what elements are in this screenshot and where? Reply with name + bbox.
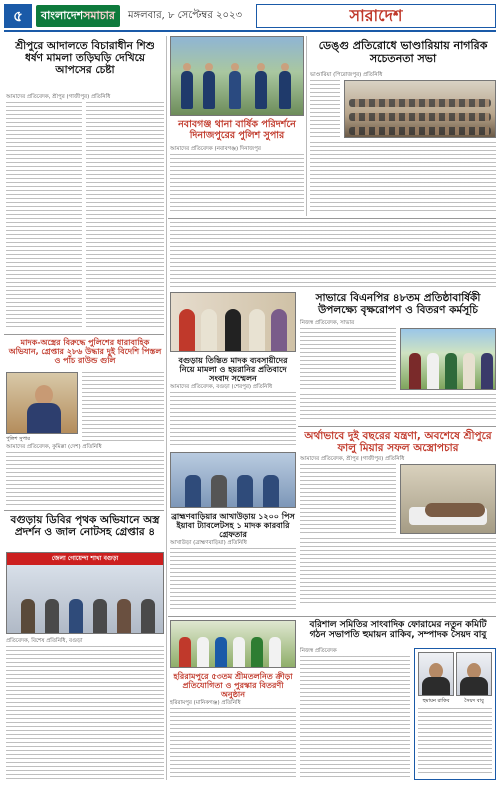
divider — [298, 426, 496, 427]
avatar — [418, 652, 454, 696]
article-body — [418, 708, 492, 776]
byline-women-meeting: আমাদের প্রতিবেদক, বগুড়া (শেরপুর) প্রতিনিধি — [170, 384, 273, 390]
article-body — [300, 328, 396, 390]
headline-yaba: ব্রাহ্মণবাড়িয়ার আখাউড়ায় ১২০০ পিস ইয়াবা ট্যাবলেটসহ ১ মাদক কারবারি গ্রেফতার — [171, 512, 295, 540]
column-rule — [166, 36, 167, 780]
tree-planting-photo — [400, 328, 496, 390]
issue-date: মঙ্গলবার, ৮ সেপ্টেম্বর ২০২৩ — [128, 10, 243, 21]
article-body — [310, 80, 340, 138]
photo-caption: পুলিশ সুপার — [6, 436, 30, 442]
byline-yaba: আখাউড়া (ব্রাহ্মণবাড়িয়া) প্রতিনিধি — [170, 540, 247, 546]
article-body — [300, 394, 496, 422]
headline-women-meeting: বগুড়ায় তিন্তিত মাদক ব্যবসায়ীদের নিয়ে মামলা ও হয়রানির প্রতিবাদে সংবাদ সম্মেলন — [178, 356, 288, 384]
headline-drug-raid: মাদক-অস্ত্রের বিরুদ্ধে পুলিশের ধারাবাহিক অভিযান, গ্রেপ্তার ২৮৬ উদ্ধার দুই বিদেশি পিস্তল ও পাঁচ রাউন্ড গুলি — [8, 338, 162, 366]
patient-photo — [400, 464, 496, 534]
newspaper-logo — [36, 5, 120, 27]
article-body — [82, 372, 164, 442]
article-body — [300, 538, 496, 606]
headline-bnp: সাভারে বিএনপির ৪৮তম প্রতিষ্ঠাবার্ষিকী উপলক্ষ্যে বৃক্ষরোপণ ও বিতরণ কর্মসূচি — [315, 292, 481, 317]
headline-sports: হরিরামপুরে ৫৩তম শ্রীমতলনিত ক্রীড়া প্রতিযোগিতা ও পুরস্কার বিতরণী অনুষ্ঠান — [173, 672, 293, 700]
byline-child-rape: আমাদের প্রতিবেদক, শ্রীপুর (গাজীপুর) প্রতিনিধি — [6, 94, 111, 100]
logo-part1: বাংলাদেশ — [41, 9, 84, 22]
byline-police-super: আমাদের প্রতিবেদক (নবাবগঞ্জ) দিনাজপুর — [170, 146, 261, 152]
byline-bogura-db: প্রতিবেদক, বিশেষ প্রতিনিধি, বগুড়া — [6, 638, 83, 644]
masthead — [4, 4, 496, 32]
dengue-meeting-photo — [344, 80, 496, 138]
headline-child-rape: শ্রীপুরে আদালতে বিচারাধীন শিশু ধর্ষণ মামলা তড়িঘড়ি দেখিয়ে আপসের চেষ্টা — [15, 40, 155, 77]
sports-photo — [170, 620, 296, 668]
article-body — [300, 464, 396, 534]
article-body — [170, 392, 296, 448]
article-body — [6, 102, 82, 328]
avatar — [456, 652, 492, 696]
person-name: সৈয়দ বাবু — [464, 698, 484, 704]
article-body — [310, 142, 496, 214]
byline-sports: হরিরামপুর (মানিকগঞ্জ) প্রতিনিধি — [170, 700, 241, 706]
headline-police-super: নবাবগঞ্জ থানা বার্ষিক পরিদর্শনে দিনাজপুরের পুলিশ সুপার — [178, 119, 296, 141]
headline-bogura-db: বগুড়ায় ডিবির পৃথক অভিযানে অস্ত্র প্রদর্শন ও জাল নোটসহ গ্রেপ্তার ৪ — [10, 514, 160, 539]
byline-dengue: ভাণ্ডারিয়া (পিরোজপুর) প্রতিনিধি — [310, 72, 383, 78]
headline-debt: অর্থাভাবে দুই বছরের যন্ত্রণা, অবশেষে শ্রীপুরে ফালু মিয়ার সফল অস্ত্রোপচার — [304, 430, 492, 455]
article-body — [6, 646, 164, 780]
headline-barishal: বরিশাল সমিতির সাংবাদিক ফোরামের নতুন কমিটি গঠন সভাপতি হুমায়ন রাকিব, সম্পাদক সৈয়দ বাবু — [309, 620, 487, 641]
person-name: হুমায়ন রাকিব — [422, 698, 450, 704]
byline-barishal: নিজস্ব প্রতিবেদক — [300, 648, 337, 654]
headline-dengue: ডেঙ্গু প্রতিরোধে ভাণ্ডারিয়ায় নাগরিক সচেতনতা সভা — [318, 39, 488, 65]
press-conference-photo — [170, 292, 296, 352]
byline-bnp: নিজস্ব প্রতিবেদক, সাভার — [300, 320, 355, 326]
divider — [4, 510, 164, 511]
photo-banner: জেলা গোয়েন্দা শাখা বগুড়া — [7, 553, 163, 565]
divider — [168, 218, 496, 219]
section-title: সারাদেশ — [256, 4, 496, 28]
page-number: ৫ — [4, 4, 32, 28]
yaba-arrest-photo — [170, 452, 296, 508]
article-body — [170, 222, 496, 288]
byline-drug-raid: আমাদের প্রতিবেদক, কুমিল্লা (দেশ) প্রতিনিধি — [6, 444, 102, 450]
article-body — [170, 708, 296, 780]
divider — [168, 616, 496, 617]
police-inspection-photo — [170, 36, 304, 116]
column-rule — [306, 36, 307, 216]
officer-photo — [6, 372, 78, 434]
byline-debt: আমাদের প্রতিবেদক, শ্রীপুর (গাজীপুর) প্রতিনিধি — [300, 456, 405, 462]
article-body — [86, 102, 164, 328]
arrest-photo — [6, 552, 164, 634]
logo-part2: সমাচার — [83, 9, 115, 22]
article-body — [6, 452, 164, 506]
article-body — [300, 656, 410, 780]
divider — [4, 334, 164, 335]
article-body — [170, 154, 304, 214]
article-body — [170, 548, 296, 612]
